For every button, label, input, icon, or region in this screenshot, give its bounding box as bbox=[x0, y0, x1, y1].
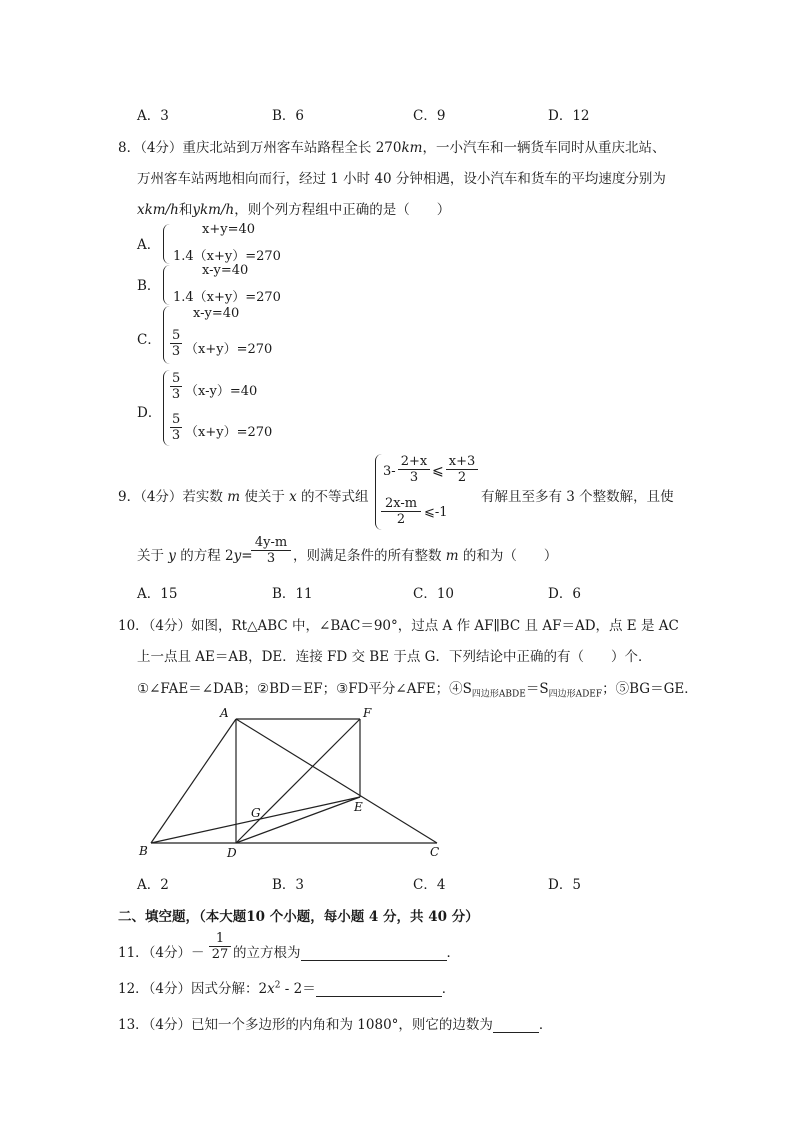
q7-option-d: D．12 bbox=[548, 108, 590, 124]
q9-le-symbol: ⩽ bbox=[432, 463, 444, 479]
q9-ineq1-fraction-1: $\frac{2+x}{3}$ bbox=[398, 454, 430, 485]
q10-option-b: B．3 bbox=[272, 877, 305, 893]
q8-b-eq1: x-y=40 bbox=[202, 263, 249, 278]
q11-lead: 11．（4分）－ bbox=[118, 945, 205, 961]
q8-line2: 万州客车站两地相向而行，经过 1 小时 40 分钟相遇，设小汽车和货车的平均速度分别为 bbox=[137, 171, 666, 187]
label-A: A bbox=[220, 706, 229, 720]
q9-option-a: A．15 bbox=[137, 586, 178, 602]
q9-stem-line2: 关于 y 的方程 2y= bbox=[137, 548, 253, 564]
q10-line3: ①∠FAE＝∠DAB；②BD＝EF；③FD平分∠AFE；$④S_{四边形ABDE}=S_{四边形ADEF}$；⑤BG＝GE． bbox=[137, 681, 698, 700]
q10-line1: 10．（4分）如图，Rt△ABC 中，∠BAC＝90°，过点 A 作 AF∥BC 且 AF＝AD，点 E 是 AC bbox=[118, 618, 679, 634]
q9-option-c: C．10 bbox=[413, 586, 455, 602]
section-2-title: 二、填空题，（本大题10 个小题，每小题 4 分，共 40 分） bbox=[118, 909, 479, 925]
q8-d-fraction-2: $\frac{5}{3}$ bbox=[171, 412, 181, 443]
q13-line: 13．（4分）已知一个多边形的内角和为 1080°，则它的边数为 ． bbox=[118, 1017, 553, 1033]
q9-option-d: D．6 bbox=[548, 586, 581, 602]
q11-fraction: $\frac{1}{27}$ bbox=[209, 931, 231, 962]
q10-option-a: A．2 bbox=[137, 877, 169, 893]
q8-c-fraction: $\frac{5}{3}$ bbox=[171, 328, 181, 359]
q10-geometry-figure bbox=[130, 700, 450, 865]
q8-a-eq2: 1.4（x+y）=270 bbox=[173, 249, 281, 264]
q8-a-brace bbox=[163, 224, 170, 264]
label-B: B bbox=[139, 844, 148, 858]
q12-answer-blank[interactable] bbox=[316, 982, 442, 997]
q8-a-eq1: x+y=40 bbox=[202, 222, 256, 237]
segment-FD bbox=[236, 719, 360, 843]
q11-rest: 的立方根为 ． bbox=[233, 945, 460, 961]
label-G: G bbox=[251, 806, 261, 820]
q7-option-a: A．3 bbox=[137, 108, 169, 124]
q8-d-eq2: （x+y）=270 bbox=[185, 425, 273, 440]
q8-option-b-label: B． bbox=[137, 278, 161, 294]
q11-answer-blank[interactable] bbox=[301, 946, 447, 961]
q9-stem-line1: 9．（4分）若实数 m 使关于 x 的不等式组 bbox=[118, 489, 369, 505]
q9-option-b: B．11 bbox=[272, 586, 313, 602]
q8-c-brace bbox=[163, 306, 170, 364]
q8-b-eq2: 1.4（x+y）=270 bbox=[173, 290, 281, 305]
segment-AB bbox=[151, 719, 236, 843]
label-E: E bbox=[354, 800, 363, 814]
q12-line: 12．（4分）因式分解：$2x^2 - 2=$ ． bbox=[118, 980, 456, 997]
q13-answer-blank[interactable] bbox=[493, 1018, 539, 1033]
q8-option-c-label: C． bbox=[137, 332, 161, 348]
q8-c-eq1: x-y=40 bbox=[193, 306, 240, 321]
q8-option-a-label: A． bbox=[137, 237, 161, 253]
q9-ineq2-fraction: $\frac{2x-m}{2}$ bbox=[381, 496, 421, 527]
q9-ineq1-lead: 3- bbox=[383, 464, 396, 479]
q9-ineq2-rest: ⩽-1 bbox=[424, 505, 448, 520]
q9-stem-line2-end: ，则满足条件的所有整数 m 的和为（ ） bbox=[293, 548, 558, 564]
q8-line3: xkm/h和ykm/h，则个列方程组中正确的是（ ） bbox=[137, 202, 451, 218]
q8-b-brace bbox=[163, 265, 170, 305]
q8-d-fraction-1: $\frac{5}{3}$ bbox=[171, 371, 181, 402]
q9-stem-line1-end: 有解且至多有 3 个整数解，且使 bbox=[481, 489, 674, 505]
q9-ineq1-fraction-2: $\frac{x+3}{2}$ bbox=[446, 454, 478, 485]
segment-AC bbox=[236, 719, 437, 843]
label-D: D bbox=[227, 846, 237, 860]
q8-c-eq2: （x+y）=270 bbox=[185, 342, 273, 357]
q8-option-d-label: D． bbox=[137, 405, 162, 421]
q8-d-brace bbox=[163, 370, 170, 446]
label-F: F bbox=[363, 706, 372, 720]
q10-option-c: C．4 bbox=[413, 877, 446, 893]
q7-option-c: C．9 bbox=[413, 108, 446, 124]
q8-line1: 8．（4分）重庆北站到万州客车站路程全长 270km，一小汽车和一辆货车同时从重庆北站、 bbox=[118, 140, 666, 156]
q8-d-eq1: （x-y）=40 bbox=[185, 384, 258, 399]
q10-line2: 上一点且 AE＝AB，DE．连接 FD 交 BE 于点 G．下列结论中正确的有（ ）个． bbox=[137, 649, 652, 665]
q9-equation-fraction: $\frac{4y-m}{3}$ bbox=[251, 535, 291, 566]
label-C: C bbox=[430, 845, 440, 859]
q7-option-b: B．6 bbox=[272, 108, 305, 124]
q10-option-d: D．5 bbox=[548, 877, 581, 893]
